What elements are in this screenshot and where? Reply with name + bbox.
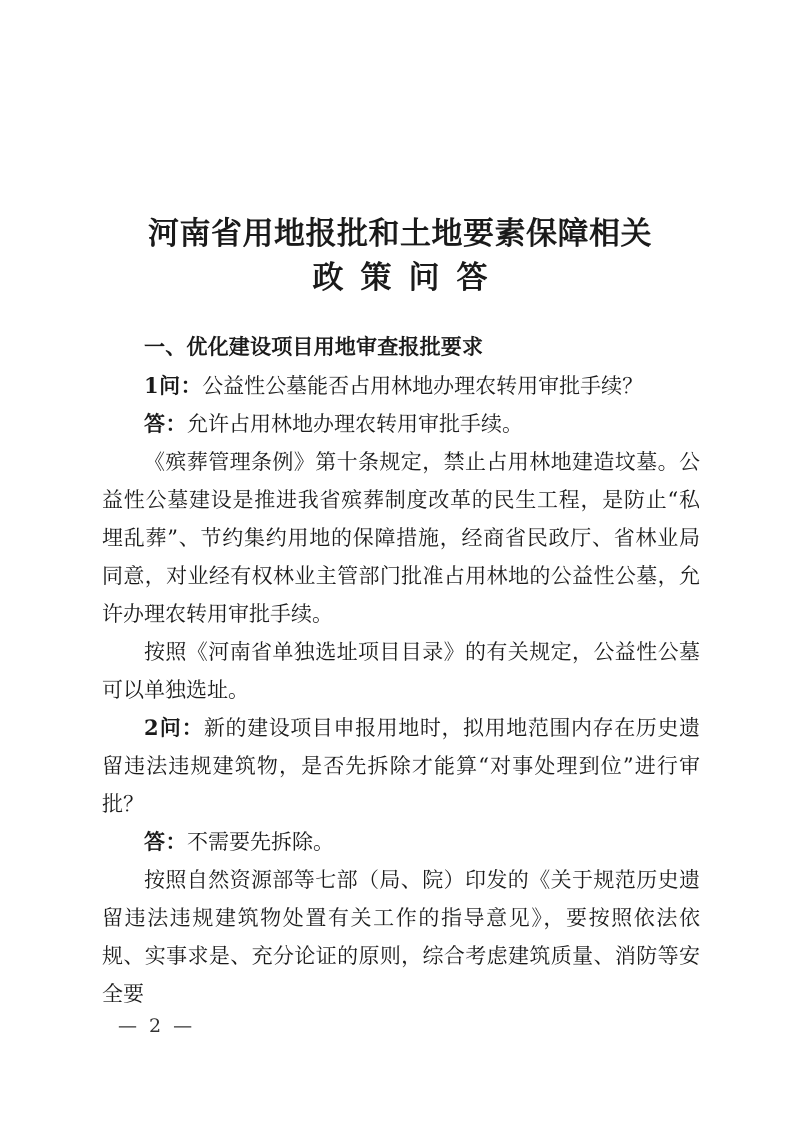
question-2-text: 新的建设项目申报用地时，拟用地范围内存在历史遗留违法违规建筑物，是否先拆除才能算“对事处理到位”进行审批？ xyxy=(102,716,700,816)
question-1-text: 公益性公墓能否占用林地办理农转用审批手续？ xyxy=(202,374,644,398)
document-title xyxy=(100,212,700,300)
answer-2-paragraph-1: 按照自然资源部等七部（局、院）印发的《关于规范历史遗留违法违规建筑物处置有关工作的指导意见》，要按照依法依规、实事求是、充分论证的原则，综合考虑建筑质量、消防等安全要 xyxy=(102,868,700,1006)
answer-1-lead: 答： xyxy=(144,411,187,436)
answer-1-paragraph-2: 按照《河南省单独选址项目目录》的有关规定，公益性公墓可以单独选址。 xyxy=(102,640,700,702)
answer-2-text: 不需要先拆除。 xyxy=(187,830,334,854)
page-number: — 2 — xyxy=(118,1015,196,1037)
question-2-lead: 2问： xyxy=(144,715,204,740)
document-title-line-2: 政策问答 xyxy=(312,260,505,296)
section-heading-1: 一、优化建设项目用地审查报批要求 xyxy=(144,335,484,359)
question-1 xyxy=(102,367,700,405)
answer-1-text: 允许占用林地办理农转用审批手续。 xyxy=(187,412,523,436)
document-body xyxy=(102,328,700,1013)
answer-1-paragraph-1: 《殡葬管理条例》第十条规定，禁止占用林地建造坟墓。公益性公墓建设是推进我省殡葬制度改革的民生工程，是防止“私埋乱葬”、节约集约用地的保障措施，经商省民政厅、省林业局同意，对业经有权林业主管部门批准占用林地的公益性公墓，允许办理农转用审批手续。 xyxy=(102,450,700,626)
answer-2-lead: 答： xyxy=(144,829,187,854)
answer-1 xyxy=(102,405,700,443)
question-1-lead: 1问： xyxy=(144,373,203,398)
question-2 xyxy=(102,709,700,823)
answer-2 xyxy=(102,823,700,861)
document-title-line-1: 河南省用地报批和土地要素保障相关 xyxy=(148,216,652,252)
